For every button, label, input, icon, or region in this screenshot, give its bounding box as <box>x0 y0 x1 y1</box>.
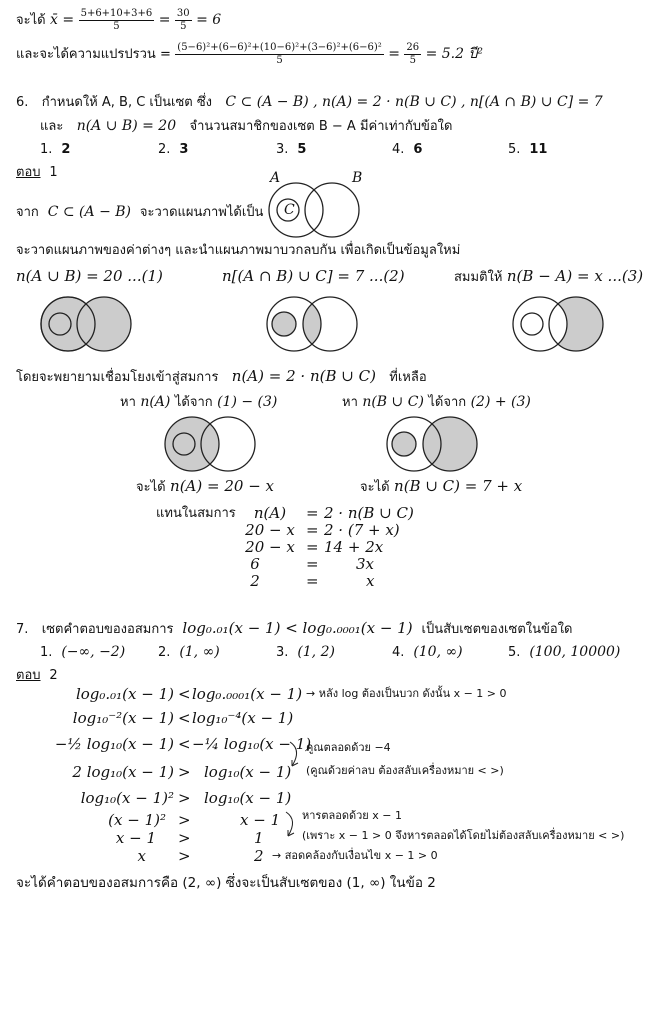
note3b: (เพราะ x − 1 > 0 จึงหารตลอดได้โดยไม่ต้องสลับเครื่องหมาย < >) <box>302 829 625 842</box>
sub-label: แทนในสมการ <box>156 506 236 521</box>
find-b: หา n(B ∪ C) ได้จาก (2) + (3) <box>342 394 531 410</box>
link-line: โดยจะพยายามเชื่อมโยงเข้าสู่สมการ n(A) = 2 · n(B ∪ C) ที่เหลือ <box>16 367 427 385</box>
venn-b-minus-a <box>512 294 612 354</box>
venn-c-in-a <box>268 182 368 242</box>
got-a: จะได้ n(A) = 20 − x <box>136 477 274 495</box>
venn-a-only <box>164 414 264 474</box>
venn-intersect-c <box>266 294 366 354</box>
q6-line1: 6. กำหนดให้ A, B, C เป็นเซต ซึ่ง C ⊂ (A − B) , n(A) = 2 · n(B ∪ C) , n[(A ∩ B) ∪ C] = 7 <box>16 94 603 110</box>
venn-union <box>40 294 140 354</box>
mean-line: จะได้ x̄ = $\frac{5+6+10+3+6}{5}$ = $\frac{30}{5}$ = 6 <box>16 8 222 32</box>
note1: → หลัง log ต้องเป็นบวก ดังนั้น x − 1 > 0 <box>306 687 507 700</box>
draw-line: จะวาดแผนภาพของค่าต่างๆ และนำแผนภาพมาบวกลบกัน เพื่อเกิดเป็นข้อมูลใหม่ <box>16 243 461 258</box>
venn-label-a: A <box>270 170 281 186</box>
curved-arrow-2 <box>284 810 304 840</box>
note2a: คูณตลอดด้วย −4 <box>306 741 391 754</box>
conclusion: จะได้คำตอบของอสมการคือ (2, ∞) ซึ่งจะเป็นสับเซตของ (1, ∞) ในข้อ 2 <box>16 875 436 891</box>
q6-answer: ตอบ 1 <box>16 165 58 180</box>
find-a: หา n(A) ได้จาก (1) − (3) <box>120 394 278 410</box>
q7-line1: 7. เซตคำตอบของอสมการ log₀.₀₁(x − 1) < log₀.₀₀₀₁(x − 1) เป็นสับเซตของเซตในข้อใด <box>16 619 573 637</box>
eq2: n[(A ∩ B) ∪ C] = 7 ...(2) <box>222 267 405 285</box>
variance-line: และจะได้ความแปรปรวน = $\frac{\text{(5−6)²+(6−6)²+(10−6)²+(3−6)²+(6−6)²}}{5}$ = $\frac{26}{5}$ = 5.2 ปี² <box>16 42 483 66</box>
eq3: สมมติให้ n(B − A) = x ...(3) <box>454 267 644 285</box>
note4: → สอดคล้องกับเงื่อนไข x − 1 > 0 <box>272 849 438 862</box>
got-b: จะได้ n(B ∪ C) = 7 + x <box>360 477 523 495</box>
venn-b-union-c <box>386 414 486 474</box>
from-line: จาก C ⊂ (A − B) จะวาดแผนภาพได้เป็น <box>16 204 264 220</box>
curved-arrow-1 <box>288 740 308 770</box>
venn-label-b: B <box>352 170 363 186</box>
note2b: (คูณด้วยค่าลบ ต้องสลับเครื่องหมาย < >) <box>306 764 504 777</box>
venn-label-c: C <box>284 202 295 218</box>
eq1: n(A ∪ B) = 20 ...(1) <box>16 267 163 285</box>
q6-line2: และ n(A ∪ B) = 20 จำนวนสมาชิกของเซต B − A มีค่าเท่ากับข้อใด <box>40 118 453 134</box>
q7-answer: ตอบ 2 <box>16 668 58 683</box>
q7-steps: log₀.₀₁(x − 1) < log₀.₀₀₀₁(x − 1) log₁₀⁻²(x − 1) < log₁₀⁻⁴(x − 1) −½ log₁₀(x − 1) < −¼ log₁₀(x − 1) 2 log₁₀(x − 1) > log₁₀(x − 1) log₁₀(x − 1)² > log₁₀(x − 1) (x − 1)² > x − 1 x − 1 > 1 x > 2 <box>54 685 312 865</box>
note3a: หารตลอดด้วย x − 1 <box>302 809 402 822</box>
